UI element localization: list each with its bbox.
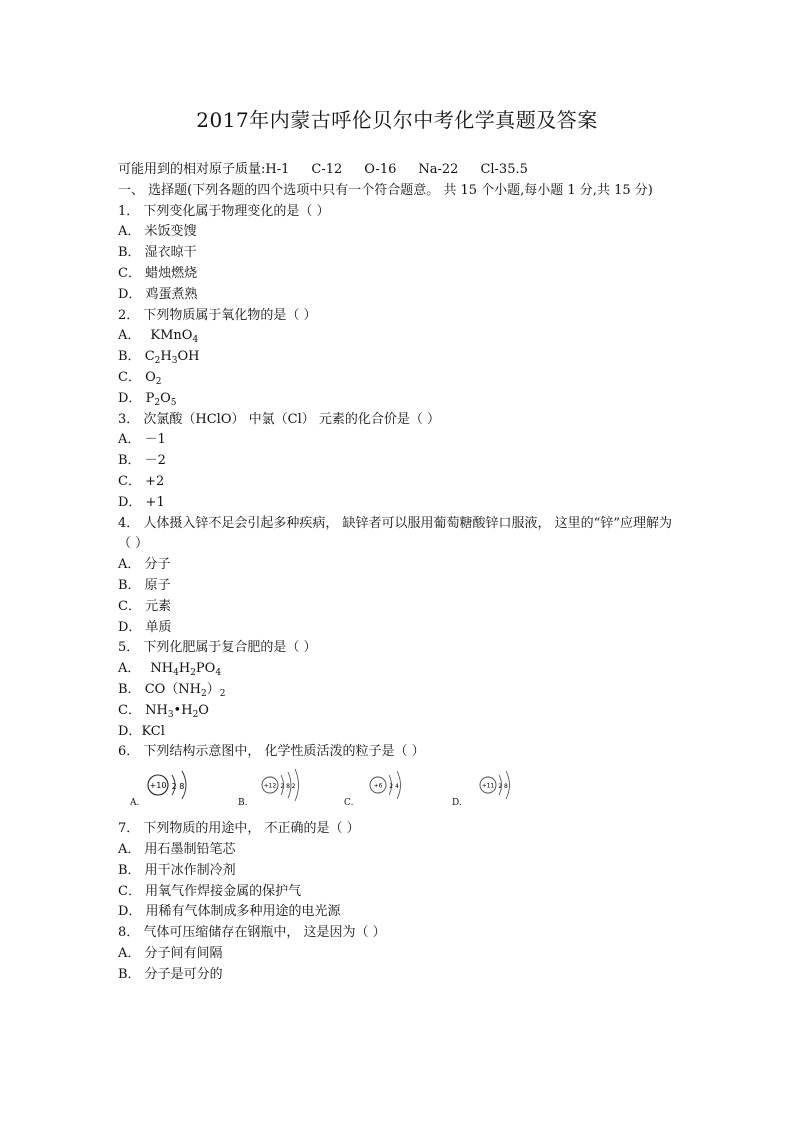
q3-option-d: D． +1 <box>118 494 165 510</box>
mass-c: C-12 <box>311 162 343 177</box>
formula-part: CO（NH <box>144 681 202 697</box>
q5-option-d <box>118 722 678 743</box>
atom-c-label: C. <box>344 798 354 809</box>
option-label: A． <box>118 661 141 677</box>
formula-part: OH <box>177 349 200 365</box>
q4-option-c: C． 元素 <box>118 598 172 614</box>
formula-part: C <box>144 349 155 365</box>
option-label: C． <box>118 369 141 385</box>
q7-option-a: A． 用石墨制铅笔芯 <box>118 841 236 857</box>
atom-b-svg <box>236 765 326 809</box>
formula-sub: 2 <box>190 668 196 679</box>
q7-option-c: C． 用氧气作焊接金属的保护气 <box>118 883 302 899</box>
q5-option-c <box>118 701 678 722</box>
q4-option-b: B． 原子 <box>118 577 171 593</box>
formula-part: O <box>145 369 156 385</box>
atom-diagram-b <box>236 765 326 809</box>
formula-sub: 2 <box>155 376 162 387</box>
option-label: C． <box>118 702 141 718</box>
q1-option-a: A． 米饭变馊 <box>118 224 197 240</box>
formula-sub: 4 <box>192 335 199 346</box>
question-7: 7． 下列物质的用途中， 不正确的是（ ） <box>118 821 360 837</box>
q7-option-d: D． 用稀有气体制成多种用途的电光源 <box>118 904 341 920</box>
formula-part: NH <box>150 661 174 677</box>
q4-option-a: A． 分子 <box>118 557 171 573</box>
formula-part: ） <box>206 681 220 697</box>
question-6: 6． 下列结构示意图中， 化学性质活泼的粒子是（ ） <box>118 744 425 760</box>
formula-part: KMnO <box>150 328 193 344</box>
atom-a-label: A. <box>130 798 140 809</box>
q3-option-a: A． －1 <box>118 432 166 448</box>
exam-content <box>118 160 678 985</box>
formula-sub: 4 <box>173 668 179 679</box>
question-2: 2． 下列物质属于氧化物的是（ ） <box>118 307 317 323</box>
atom-diagram-c <box>342 765 432 809</box>
section-heading: 一、 选择题(下列各题的四个选项中只有一个符合题意。 共 15 个小题,每小题 1 分,共 15 分) <box>118 182 653 198</box>
option-label: D． <box>118 723 142 739</box>
formula-sub: 2 <box>154 356 161 367</box>
question-5: 5． 下列化肥属于复合肥的是（ ） <box>118 640 317 656</box>
q2-option-c <box>118 368 678 389</box>
q7-option-b: B． 用干冰作制冷剂 <box>118 862 236 878</box>
formula-part: H <box>178 661 191 677</box>
q2-option-d <box>118 389 678 410</box>
mass-na: Na-22 <box>418 162 459 177</box>
formula-sub: 2 <box>219 688 226 699</box>
nucleus-charge: +6 <box>373 782 383 790</box>
formula-sub: 5 <box>170 397 177 408</box>
question-3: 3． 次氯酸（HClO） 中氯（Cl） 元素的化合价是（ ） <box>118 411 441 427</box>
nucleus-charge: +12 <box>263 782 277 790</box>
q4-option-d: D． 单质 <box>118 619 172 635</box>
question-4: 4． 人体摄入锌不足会引起多种疾病， 缺锌者可以服用葡萄糖酸锌口服液， 这里的“锌”应理解为（ ） <box>118 515 672 552</box>
page-title: 2017年内蒙古呼伦贝尔中考化学真题及答案 <box>196 108 598 132</box>
q8-option-a: A． 分子间有间隔 <box>118 945 223 961</box>
atomic-masses <box>118 160 678 181</box>
mass-o: O-16 <box>364 162 397 177</box>
formula-part: KCl <box>141 723 165 739</box>
atom-a-svg <box>128 765 218 809</box>
q3-option-b: B． －2 <box>118 453 166 469</box>
formula-part: O <box>198 702 209 718</box>
formula-sub: 2 <box>154 397 161 408</box>
atom-d-svg <box>450 765 540 809</box>
formula-sub: 3 <box>171 356 178 367</box>
formula-sub: 3 <box>167 709 174 720</box>
formula-sub: 4 <box>215 668 222 679</box>
mass-cl: Cl-35.5 <box>480 162 528 177</box>
formula-part: NH <box>145 702 168 718</box>
q2-option-b <box>118 347 678 368</box>
question-8: 8． 气体可压缩储存在钢瓶中， 这是因为（ ） <box>118 925 386 941</box>
formula-part: H <box>160 349 172 365</box>
q1-option-b: B． 湿衣晾干 <box>118 245 197 261</box>
shell-electrons: 2 4 <box>389 783 399 791</box>
formula-sub: 2 <box>192 709 199 720</box>
q1-option-c: C． 蜡烛燃烧 <box>118 265 198 281</box>
q1-option-d: D． 鸡蛋煮熟 <box>118 286 198 302</box>
formula-part: P <box>145 390 155 406</box>
atom-c-svg <box>342 765 432 809</box>
formula-part: PO <box>195 661 216 677</box>
formula-part: •H <box>173 702 193 718</box>
option-label: B． <box>118 681 141 697</box>
option-label: A． <box>118 328 141 344</box>
atom-d-label: D. <box>452 798 462 809</box>
q5-option-b <box>118 680 678 701</box>
atom-diagram-d <box>450 765 540 809</box>
atom-b-label: B. <box>238 798 248 809</box>
mass-h: H-1 <box>265 162 290 177</box>
nucleus-charge: +10 <box>149 781 167 791</box>
formula-sub: 2 <box>201 688 207 699</box>
option-label: B． <box>118 349 141 365</box>
atomic-masses-label: 可能用到的相对原子质量: <box>118 162 266 177</box>
shell-electrons: 2 8 2 <box>280 783 296 791</box>
q8-option-b: B． 分子是可分的 <box>118 966 223 982</box>
q5-option-a <box>118 659 678 680</box>
formula-part: O <box>160 390 171 406</box>
q2-option-a <box>118 326 678 347</box>
nucleus-charge: +11 <box>481 782 495 790</box>
option-label: D． <box>118 390 142 406</box>
q3-option-c: C． +2 <box>118 473 165 489</box>
shell-electrons: 2 8 <box>171 782 185 792</box>
shell-electrons: 2 8 <box>498 783 508 791</box>
atom-structure-figures <box>118 765 678 815</box>
atom-diagram-a <box>128 765 218 809</box>
question-1: 1． 下列变化属于物理变化的是（ ） <box>118 203 330 219</box>
